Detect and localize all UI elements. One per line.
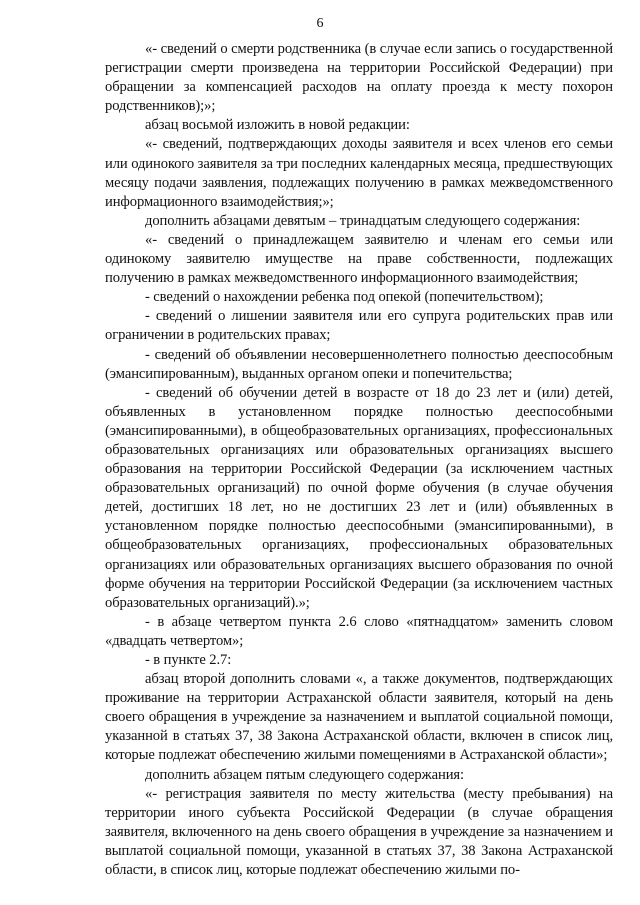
paragraph: «- сведений о принадлежащем заявителю и членам его семьи или одинокому заявителю имуществе на праве собственности, подлежащих получению в рамках межведомственного информационного взаимодействия; [105, 231, 613, 287]
paragraph: - в пункте 2.7: [145, 652, 232, 668]
paragraph: абзац второй дополнить словами «, а также документов, подтверждающих проживание на территории Астраханской области заявителя, который на день своего обращения в учреждение за назначением и выплатой социальной помощи, указанной в статьях 37, 38 Закона Астраханской области, включен в список лиц, которые подлежат обеспечению жилыми помещениями в Астраханской области»; [105, 671, 613, 764]
paragraph: - сведений о лишении заявителя или его супруга родительских прав или ограничении в родительских правах; [105, 308, 613, 344]
paragraph: дополнить абзацами девятым – тринадцатым следующего содержания: [145, 212, 581, 229]
paragraph: - сведений об объявлении несовершеннолетнего полностью дееспособным (эмансипированным), выданных органом опеки и попечительства; [105, 346, 613, 382]
paragraph: - сведений об обучении детей в возрасте от 18 до 23 лет и (или) детей, объявленных в установленном порядке полностью дееспособными (эмансипированными), в общеобразовательных организациях, профессиональных образовательных организациях или образовательных организациях высшего образования на территории Российской Федерации (за исключением частных образовательных организаций) по очной форме обучения (в случае обучения детей, достигших 18 лет, но не достигших 23 лет и (или) объявленных в установленном порядке полностью дееспособными (эмансипированными), в общеобразовательных организациях, профессиональных образовательных организациях или образовательных организациях высшего образования по очной форме обучения на территории Российской Федерации (за исключением частных образовательных организаций).»; [105, 384, 613, 611]
paragraph: «- сведений о смерти родственника (в случае если запись о государственной регистрации смерти произведена на территории Российской Федерации) при обращении за компенсацией расходов на оплату проезда к месту похорон родственников);»; [105, 41, 613, 115]
paragraph: абзац восьмой изложить в новой редакции: [145, 117, 410, 134]
paragraph: - в абзаце четвертом пункта 2.6 слово «пятнадцатом» заменить словом «двадцать четвертом»; [105, 613, 613, 649]
paragraph: дополнить абзацем пятым следующего содержания: [145, 766, 464, 783]
paragraph: «- регистрация заявителя по месту жительства (месту пребывания) на территории иного субъекта Российской Федерации (в случае обращения заявителя, включенного на день своего обращения в учреждение за назначением и выплатой социальной помощи, указанной в статьях 37, 38 Закона Астраханской области, в список лиц, которые подлежат обеспечению жилыми по- [105, 785, 613, 879]
paragraph: - сведений о нахождении ребенка под опекой (попечительством); [145, 289, 544, 306]
page-number: 6 [316, 16, 324, 31]
paragraph: «- сведений, подтверждающих доходы заявителя и всех членов его семьи или одинокого заявителя за три последних календарных месяца, предшествующих месяцу подачи заявления, подлежащих получению в рамках межведомственного информационного взаимодействия;»; [105, 136, 613, 210]
document-body [105, 40, 613, 880]
